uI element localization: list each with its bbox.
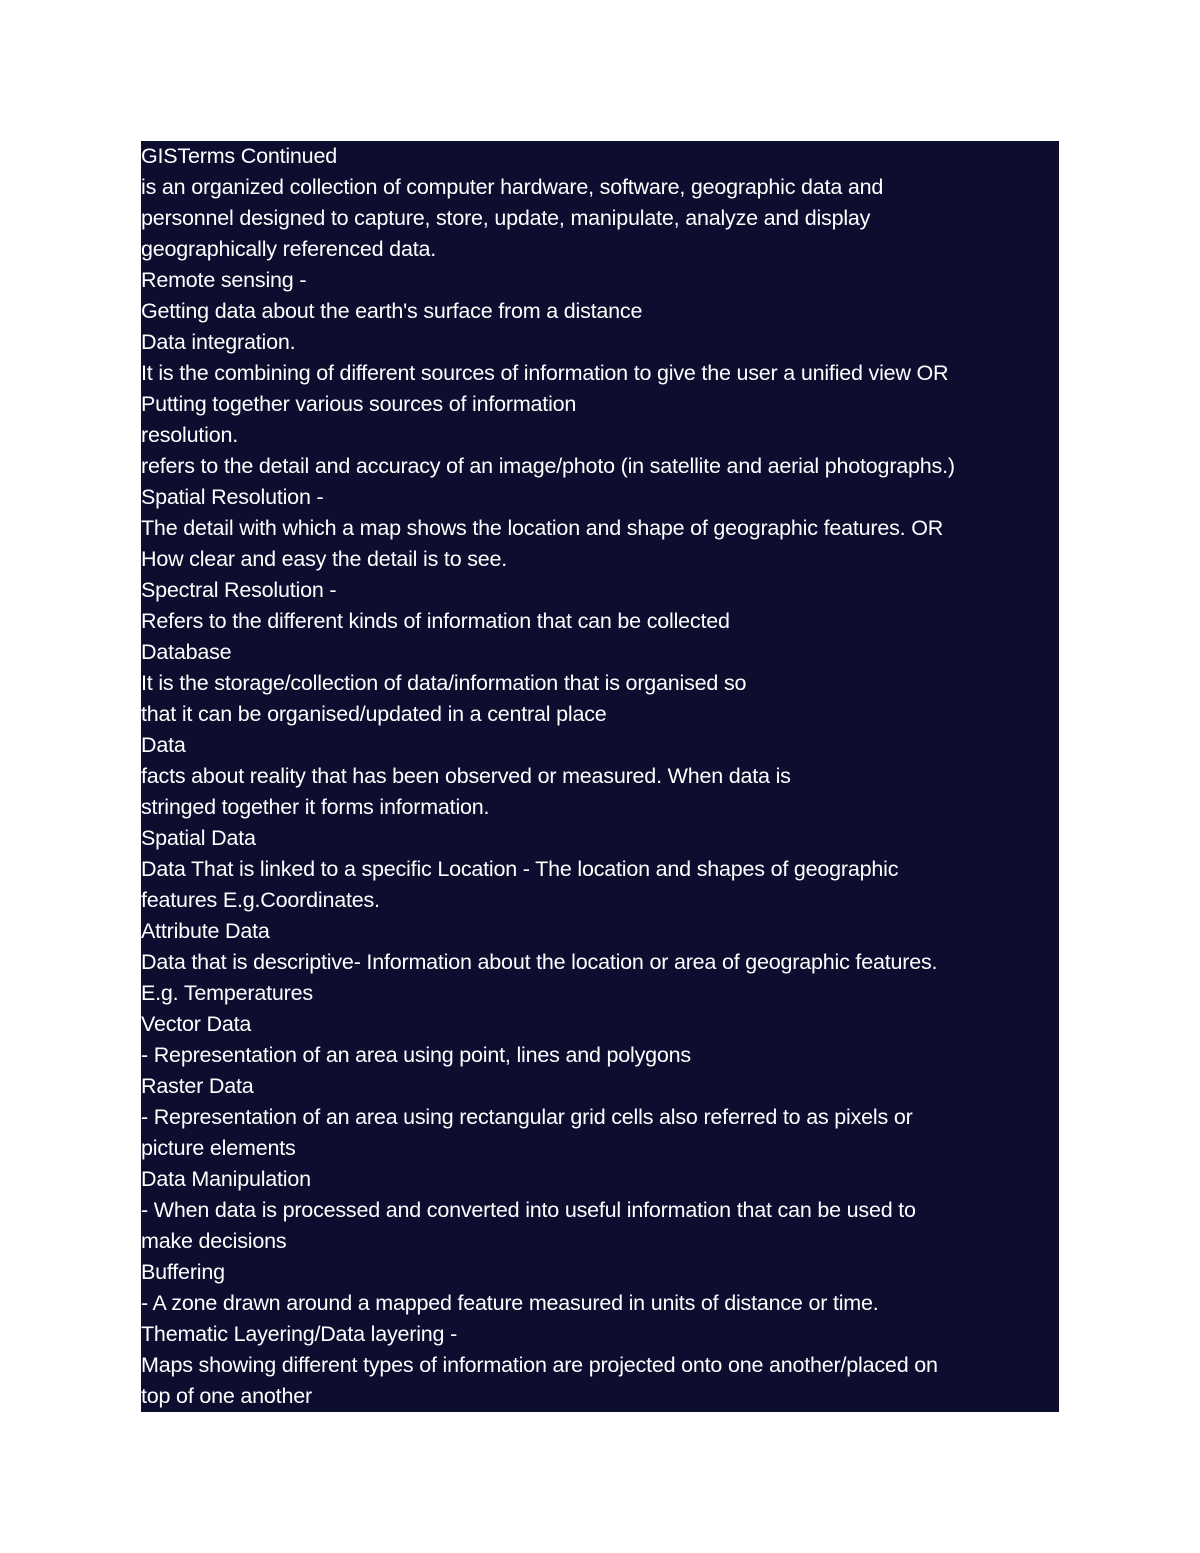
text-line: It is the combining of different sources of information to give the user a unified view OR <box>141 361 949 385</box>
text-line: Vector Data <box>141 1012 252 1036</box>
text-line: Putting together various sources of information <box>141 392 577 416</box>
text-line: geographically referenced data. <box>141 237 436 261</box>
text-line: How clear and easy the detail is to see. <box>141 547 508 571</box>
text-line: that it can be organised/updated in a central place <box>141 702 607 726</box>
text-line: facts about reality that has been observed or measured. When data is <box>141 764 791 788</box>
text-line: Spatial Resolution - <box>141 485 324 509</box>
text-line: Data Manipulation <box>141 1167 311 1191</box>
text-line: It is the storage/collection of data/information that is organised so <box>141 671 747 695</box>
text-line: refers to the detail and accuracy of an image/photo (in satellite and aerial photographs.) <box>141 454 955 478</box>
text-line: Raster Data <box>141 1074 254 1098</box>
text-line: Data that is descriptive- Information about the location or area of geographic features. <box>141 950 938 974</box>
text-line: is an organized collection of computer hardware, software, geographic data and <box>141 175 884 199</box>
text-line: Spectral Resolution - <box>141 578 337 602</box>
text-line: features E.g.Coordinates. <box>141 888 380 912</box>
text-line: Data <box>141 733 186 757</box>
text-line: Data That is linked to a specific Location - The location and shapes of geographic <box>141 857 899 881</box>
text-line: The detail with which a map shows the location and shape of geographic features. OR <box>141 516 944 540</box>
text-line: Getting data about the earth's surface from a distance <box>141 299 643 323</box>
text-line: personnel designed to capture, store, update, manipulate, analyze and display <box>141 206 871 230</box>
text-line: make decisions <box>141 1229 287 1253</box>
text-line: Remote sensing - <box>141 268 307 292</box>
text-line: - Representation of an area using point, lines and polygons <box>141 1043 691 1067</box>
text-line: picture elements <box>141 1136 296 1160</box>
text-line: Attribute Data <box>141 919 270 943</box>
text-line: Thematic Layering/Data layering - <box>141 1322 458 1346</box>
text-line: - A zone drawn around a mapped feature measured in units of distance or time. <box>141 1291 879 1315</box>
text-line: E.g. Temperatures <box>141 981 313 1005</box>
text-line: resolution. <box>141 423 238 447</box>
text-line: top of one another <box>141 1384 312 1408</box>
text-line: GISTerms Continued <box>141 144 337 168</box>
text-line: Data integration. <box>141 330 296 354</box>
text-line: - Representation of an area using rectangular grid cells also referred to as pixels or <box>141 1105 913 1129</box>
text-line: - When data is processed and converted into useful information that can be used to <box>141 1198 916 1222</box>
text-block <box>141 141 1059 1412</box>
text-line: stringed together it forms information. <box>141 795 490 819</box>
text-line: Spatial Data <box>141 826 256 850</box>
text-line: Maps showing different types of information are projected onto one another/placed on <box>141 1353 938 1377</box>
text-line: Database <box>141 640 232 664</box>
text-line: Buffering <box>141 1260 225 1284</box>
text-line: Refers to the different kinds of information that can be collected <box>141 609 730 633</box>
